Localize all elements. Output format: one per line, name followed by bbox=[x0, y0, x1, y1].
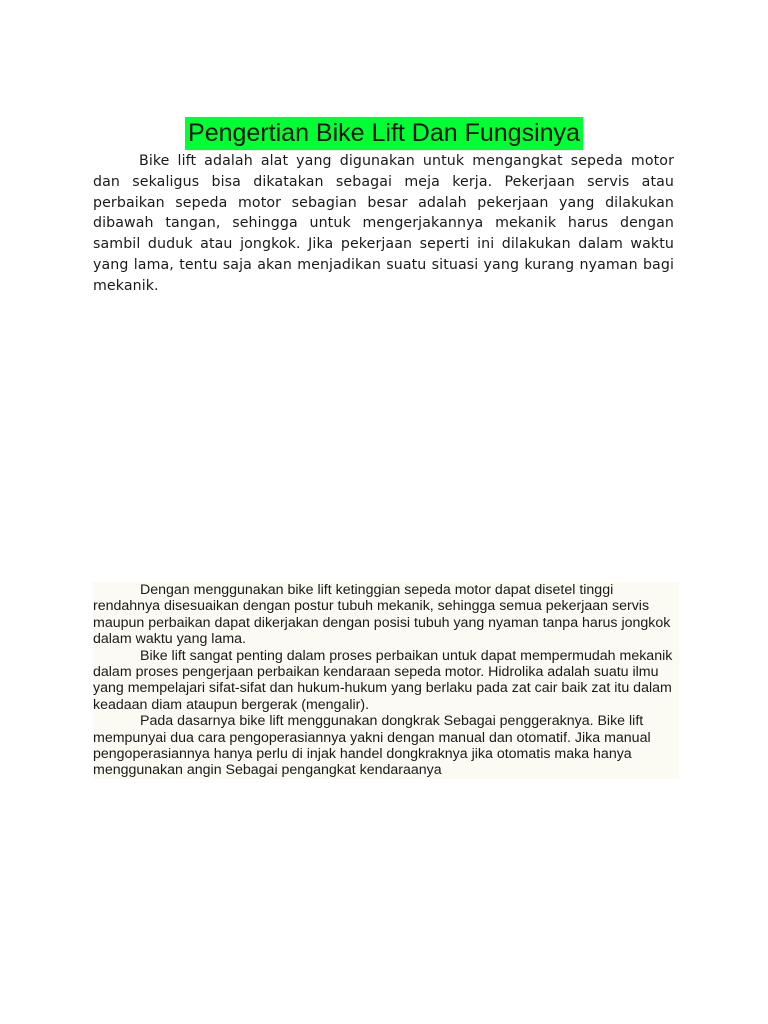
document-title: Pengertian Bike Lift Dan Fungsinya bbox=[185, 117, 583, 150]
body-text-block bbox=[93, 582, 679, 779]
body-paragraph: Bike lift sangat penting dalam proses perbaikan untuk dapat mempermudah mekanik dalam proses pengerjaan perbaikan kendaraan sepeda motor. Hidrolika adalah suatu ilmu yang mempelajari sifat-sifat dan hukum-hukum yang berlaku pada zat cair baik zat itu dalam keadaan diam ataupun bergerak (mengalir). bbox=[93, 647, 673, 713]
body-paragraph: Dengan menggunakan bike lift ketinggian sepeda motor dapat disetel tinggi rendahnya disesuaikan dengan postur tubuh mekanik, sehingga semua pekerjaan servis maupun perbaikan dapat dikerjakan dengan posisi tubuh yang nyaman tanpa harus jongkok dalam waktu yang lama. bbox=[93, 582, 671, 648]
intro-paragraph-text: Bike lift adalah alat yang digunakan untuk mengangkat sepeda motor dan sekaligus bisa dikatakan sebagai meja kerja. Pekerjaan servis atau perbaikan sepeda motor sebagian besar adalah pekerjaan yang dilakukan dibawah tangan, sehingga untuk mengerjakannya mekanik harus dengan sambil duduk atau jongkok. Jika pekerjaan seperti ini dilakukan dalam waktu yang lama, tentu saja akan menjadikan suatu situasi yang kurang nyaman bagi mekanik. bbox=[93, 153, 674, 294]
intro-paragraph bbox=[93, 151, 674, 297]
title-container bbox=[0, 117, 768, 150]
body-paragraph: Pada dasarnya bike lift menggunakan dongkrak Sebagai penggeraknya. Bike lift mempunyai dua cara pengoperasiannya yakni dengan manual dan otomatif. Jika manual pengoperasiannya hanya perlu di injak handel dongkraknya jika otomatis maka hanya menggunakan angin Sebagai pengangkat kendaraanya bbox=[93, 713, 651, 779]
